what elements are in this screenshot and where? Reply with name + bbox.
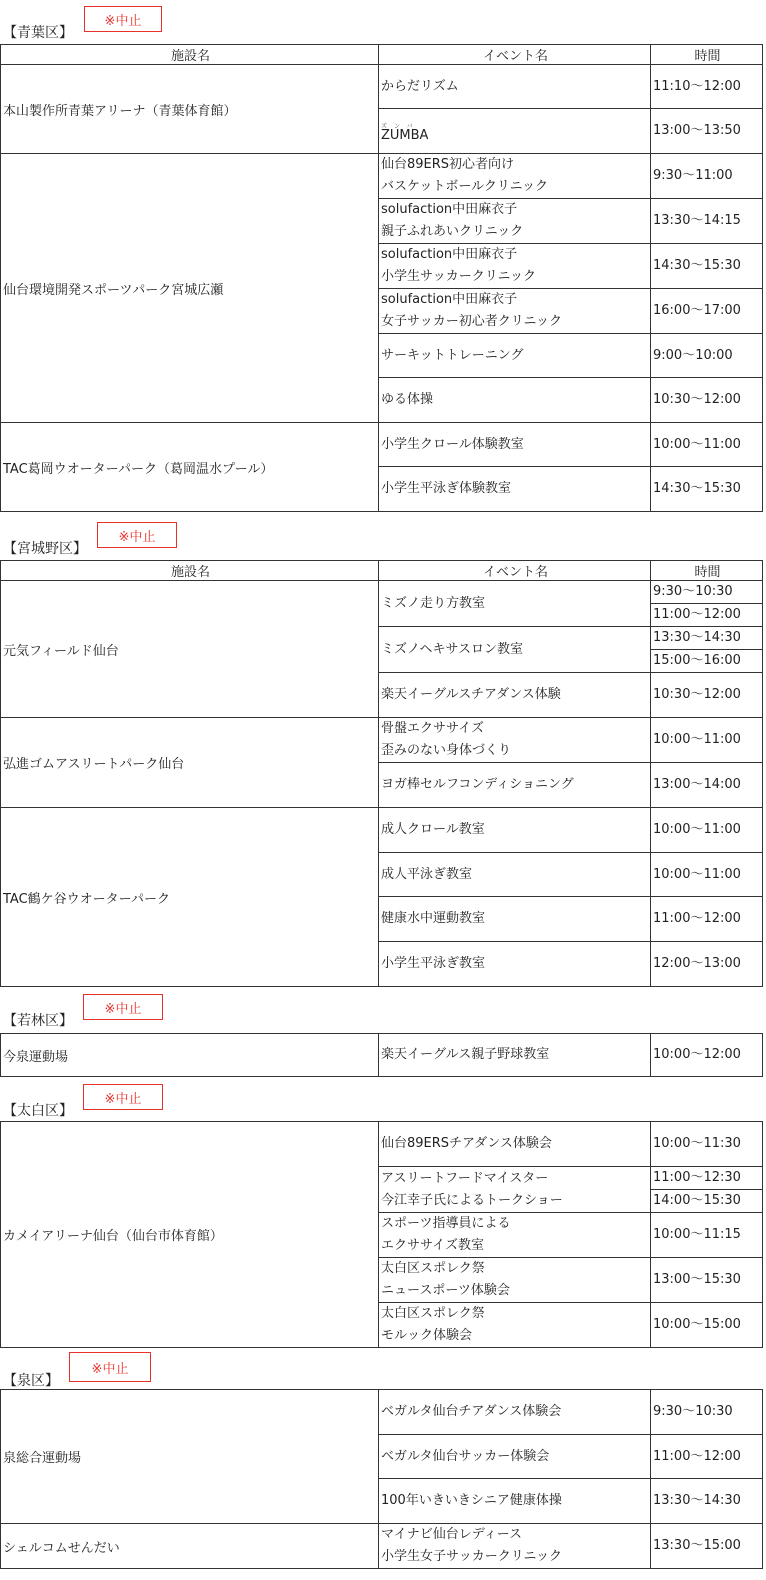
event-line: 100年いきいきシニア健康体操 <box>381 1493 562 1508</box>
event-line: スポーツ指導員による <box>381 1216 511 1231</box>
time-cell <box>651 581 763 627</box>
event-cell <box>379 65 651 109</box>
event-line: 成人クロール教室 <box>381 822 485 837</box>
ward-label-taihaku: 【太白区】 <box>3 1103 73 1119</box>
table-header-row <box>1 561 763 581</box>
event-cell <box>379 378 651 423</box>
cancel-badge-aoba: ※中止 <box>84 6 162 32</box>
facility-cell: 泉総合運動場 <box>1 1390 379 1524</box>
event-line: アスリートフードマイスター <box>381 1170 549 1186</box>
header-time: 時間 <box>651 561 763 581</box>
event-line: 小学生平泳ぎ体験教室 <box>381 481 512 496</box>
event-cell <box>379 1213 651 1258</box>
event-cell <box>379 808 651 853</box>
table-row <box>1 423 763 467</box>
event-cell <box>379 1303 651 1348</box>
event-table-izumi <box>0 1389 763 1569</box>
event-cell <box>379 897 651 942</box>
event-line: 太白区スポレク祭 <box>381 1261 485 1276</box>
event-line: 仙台89ERS初心者向け <box>381 157 515 172</box>
event-line: 小学生クロール体験教室 <box>381 436 524 452</box>
time-cell: 14:30〜15:30 <box>651 467 763 512</box>
event-line: solufaction中田麻衣子 <box>381 247 518 262</box>
header-facility: 施設名 <box>1 561 379 581</box>
event-line: 健康水中運動教室 <box>381 911 486 926</box>
header-facility: 施設名 <box>1 45 379 65</box>
time-cell: 10:00〜15:00 <box>651 1303 763 1348</box>
table-row <box>1 581 763 627</box>
event-line: 骨盤エクササイズ <box>381 721 484 736</box>
time-line: 15:00〜16:00 <box>653 653 741 668</box>
cancel-badge-izumi: ※中止 <box>69 1352 151 1382</box>
time-cell: 11:00〜12:00 <box>651 1435 763 1479</box>
facility-cell: 弘進ゴムアスリートパーク仙台 <box>1 718 379 808</box>
time-cell: 16:00〜17:00 <box>651 289 763 334</box>
ruby-text: ズンバ <box>381 123 420 130</box>
facility-cell: カメイアリーナ仙台（仙台市体育館） <box>1 1122 379 1348</box>
event-line: 親子ふれあいクリニック <box>381 224 524 239</box>
event-line: 小学生女子サッカークリニック <box>381 1549 562 1564</box>
table-row <box>1 718 763 763</box>
event-cell <box>379 763 651 808</box>
event-line: 今江幸子氏によるトークショー <box>381 1192 563 1208</box>
event-line: solufaction中田麻衣子 <box>381 202 518 217</box>
time-cell <box>651 627 763 673</box>
ward-label-wakabayashi: 【若林区】 <box>3 1013 73 1029</box>
time-line: 13:30〜14:30 <box>651 627 762 650</box>
event-cell <box>379 199 651 244</box>
event-line: バスケットボールクリニック <box>381 179 549 194</box>
time-cell: 10:00〜11:00 <box>651 718 763 763</box>
event-line: 女子サッカー初心者クリニック <box>381 314 562 329</box>
event-line: ニュースポーツ体験会 <box>381 1283 510 1298</box>
event-line: ヨガ棒セルフコンディショニング <box>381 777 574 792</box>
event-line: solufaction中田麻衣子 <box>381 292 518 307</box>
time-cell: 13:00〜14:00 <box>651 763 763 808</box>
cancel-badge-wakabayashi: ※中止 <box>83 994 163 1020</box>
event-line: ミズノヘキサスロン教室 <box>381 641 523 657</box>
ward-label-miyagino: 【宮城野区】 <box>3 541 87 557</box>
event-line: モルック体験会 <box>381 1328 473 1343</box>
table-row <box>1 1034 763 1077</box>
event-table-wakabayashi <box>0 1033 763 1077</box>
event-cell <box>379 1122 651 1167</box>
time-cell: 12:00〜13:00 <box>651 942 763 987</box>
cancel-badge-taihaku: ※中止 <box>83 1084 163 1110</box>
event-line: エクササイズ教室 <box>381 1238 484 1253</box>
table-row <box>1 1390 763 1435</box>
event-cell <box>379 423 651 467</box>
event-cell <box>379 154 651 199</box>
time-line: 14:00〜15:30 <box>653 1193 741 1208</box>
table-header-row <box>1 45 763 65</box>
event-line: からだリズム <box>381 78 459 94</box>
event-line: ZUMBA <box>381 128 429 143</box>
time-cell: 13:30〜15:00 <box>651 1524 763 1569</box>
time-cell: 10:00〜12:00 <box>651 1034 763 1077</box>
facility-cell: 元気フィールド仙台 <box>1 581 379 718</box>
event-line: 仙台89ERSチアダンス体験会 <box>381 1136 552 1151</box>
ward-label-aoba: 【青葉区】 <box>3 25 73 41</box>
table-row <box>1 1122 763 1167</box>
event-cell <box>379 581 651 627</box>
time-cell: 10:00〜11:30 <box>651 1122 763 1167</box>
time-cell: 11:10〜12:00 <box>651 65 763 109</box>
event-line: ベガルタ仙台チアダンス体験会 <box>381 1404 562 1419</box>
table-row <box>1 154 763 199</box>
event-cell <box>379 334 651 378</box>
event-line: マイナビ仙台レディース <box>381 1527 523 1542</box>
table-row <box>1 808 763 853</box>
time-cell: 10:30〜12:00 <box>651 378 763 423</box>
facility-cell: 今泉運動場 <box>1 1034 379 1077</box>
time-cell: 9:30〜11:00 <box>651 154 763 199</box>
time-cell: 10:00〜11:00 <box>651 808 763 853</box>
table-row <box>1 1524 763 1569</box>
event-table-taihaku <box>0 1121 763 1348</box>
event-cell <box>379 1435 651 1479</box>
event-cell <box>379 1390 651 1435</box>
event-line: ミズノ走り方教室 <box>381 595 486 611</box>
event-cell <box>379 1167 651 1213</box>
time-cell: 10:00〜11:00 <box>651 423 763 467</box>
header-time: 時間 <box>651 45 763 65</box>
time-cell: 10:00〜11:00 <box>651 853 763 897</box>
time-cell: 10:00〜11:15 <box>651 1213 763 1258</box>
event-cell <box>379 942 651 987</box>
event-line: 成人平泳ぎ教室 <box>381 866 473 882</box>
facility-cell: 本山製作所青葉アリーナ（青葉体育館） <box>1 65 379 154</box>
event-cell <box>379 673 651 718</box>
time-cell: 9:30〜10:30 <box>651 1390 763 1435</box>
event-table-miyagino <box>0 560 763 987</box>
event-line: 歪みのない身体づくり <box>381 743 512 758</box>
table-row <box>1 65 763 109</box>
time-cell: 13:30〜14:30 <box>651 1479 763 1524</box>
event-line: 楽天イーグルスチアダンス体験 <box>381 687 561 702</box>
event-line: ゆる体操 <box>381 392 434 407</box>
event-line: 小学生サッカークリニック <box>381 269 536 284</box>
event-cell <box>379 109 651 154</box>
event-cell <box>379 1524 651 1569</box>
event-line: 楽天イーグルス親子野球教室 <box>381 1047 550 1062</box>
event-cell <box>379 1479 651 1524</box>
event-cell <box>379 244 651 289</box>
event-cell <box>379 1034 651 1077</box>
event-cell <box>379 467 651 512</box>
event-table-aoba <box>0 44 763 512</box>
facility-cell: TAC葛岡ウオーターパーク（葛岡温水プール） <box>1 423 379 512</box>
time-cell: 14:30〜15:30 <box>651 244 763 289</box>
event-line: 小学生平泳ぎ教室 <box>381 956 486 971</box>
event-line: サーキットトレーニング <box>381 347 524 363</box>
time-cell: 9:00〜10:00 <box>651 334 763 378</box>
event-cell <box>379 1258 651 1303</box>
time-cell <box>651 1167 763 1213</box>
time-cell: 10:30〜12:00 <box>651 673 763 718</box>
event-line: 太白区スポレク祭 <box>381 1306 485 1321</box>
facility-cell: 仙台環境開発スポーツパーク宮城広瀬 <box>1 154 379 423</box>
time-line: 9:30〜10:30 <box>651 581 762 604</box>
event-line: ベガルタ仙台サッカー体験会 <box>381 1448 550 1464</box>
time-cell: 13:00〜13:50 <box>651 109 763 154</box>
facility-cell: TAC鶴ケ谷ウオーターパーク <box>1 808 379 987</box>
header-event: イベント名 <box>379 561 651 581</box>
time-line: 11:00〜12:00 <box>653 607 741 622</box>
event-cell <box>379 853 651 897</box>
time-cell: 13:30〜14:15 <box>651 199 763 244</box>
facility-cell: シェルコムせんだい <box>1 1524 379 1569</box>
event-cell <box>379 627 651 673</box>
cancel-badge-miyagino: ※中止 <box>97 522 177 548</box>
event-cell <box>379 718 651 763</box>
event-ruby <box>381 125 428 147</box>
time-cell: 13:00〜15:30 <box>651 1258 763 1303</box>
ward-label-izumi: 【泉区】 <box>3 1373 59 1389</box>
time-cell: 11:00〜12:00 <box>651 897 763 942</box>
header-event: イベント名 <box>379 45 651 65</box>
event-cell <box>379 289 651 334</box>
time-line: 11:00〜12:30 <box>651 1167 762 1190</box>
